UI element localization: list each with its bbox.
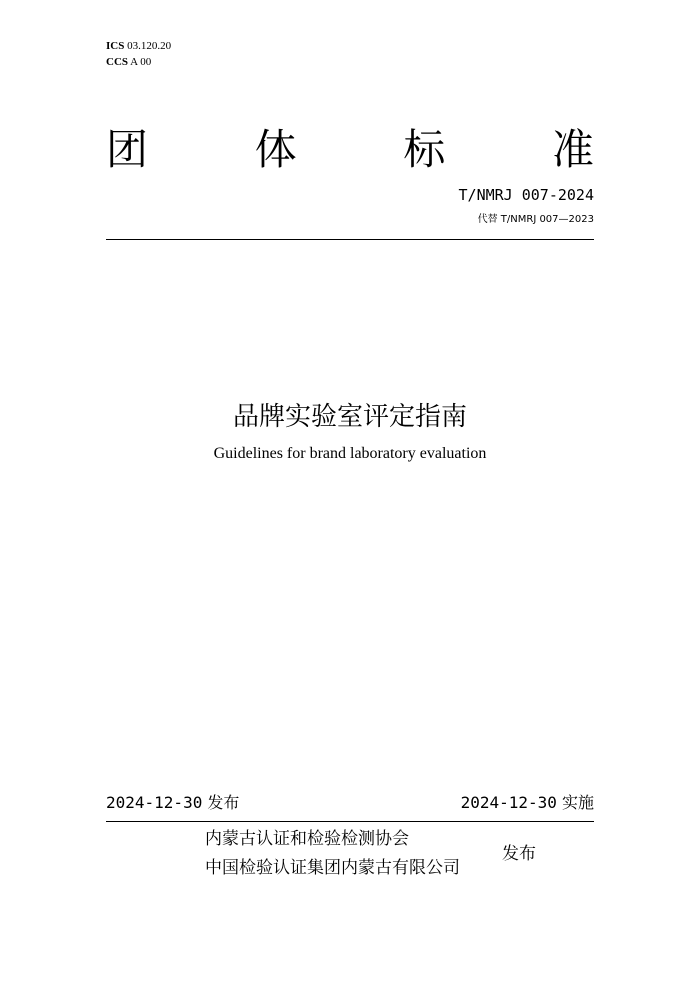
publish-date: 2024-12-30 xyxy=(106,793,203,812)
heading-char-1: 团 xyxy=(106,125,149,174)
implement-date: 2024-12-30 xyxy=(460,793,557,812)
publish-date-label: 发布 xyxy=(207,793,240,812)
heading-char-3: 标 xyxy=(403,125,446,174)
publish-date-line xyxy=(106,792,239,814)
replaced-standard: 代替 T/NMRJ 007—2023 xyxy=(477,214,594,225)
publisher-org-1: 内蒙古认证和检验检测协会 xyxy=(205,829,409,849)
header-divider xyxy=(106,239,594,240)
implement-date-label: 实施 xyxy=(561,793,594,812)
document-type-heading xyxy=(106,122,594,178)
publish-action-label: 发布 xyxy=(502,844,536,864)
heading-char-4: 准 xyxy=(551,125,594,174)
document-title-chinese: 品牌实验室评定指南 xyxy=(232,402,467,432)
ccs-code-line xyxy=(106,55,151,69)
heading-char-2: 体 xyxy=(254,125,297,174)
document-title-english: Guidelines for brand laboratory evaluation xyxy=(213,445,487,462)
ics-label: ICS xyxy=(106,40,125,52)
standard-number: T/NMRJ 007-2024 xyxy=(458,186,594,204)
ccs-code: A 00 xyxy=(130,56,152,68)
ics-code: 03.120.20 xyxy=(127,40,172,52)
publisher-org-2: 中国检验认证集团内蒙古有限公司 xyxy=(205,858,460,878)
ics-code-line xyxy=(106,39,171,53)
ccs-label: CCS xyxy=(106,56,129,68)
implement-date-line xyxy=(461,792,594,814)
footer-divider xyxy=(106,821,594,822)
